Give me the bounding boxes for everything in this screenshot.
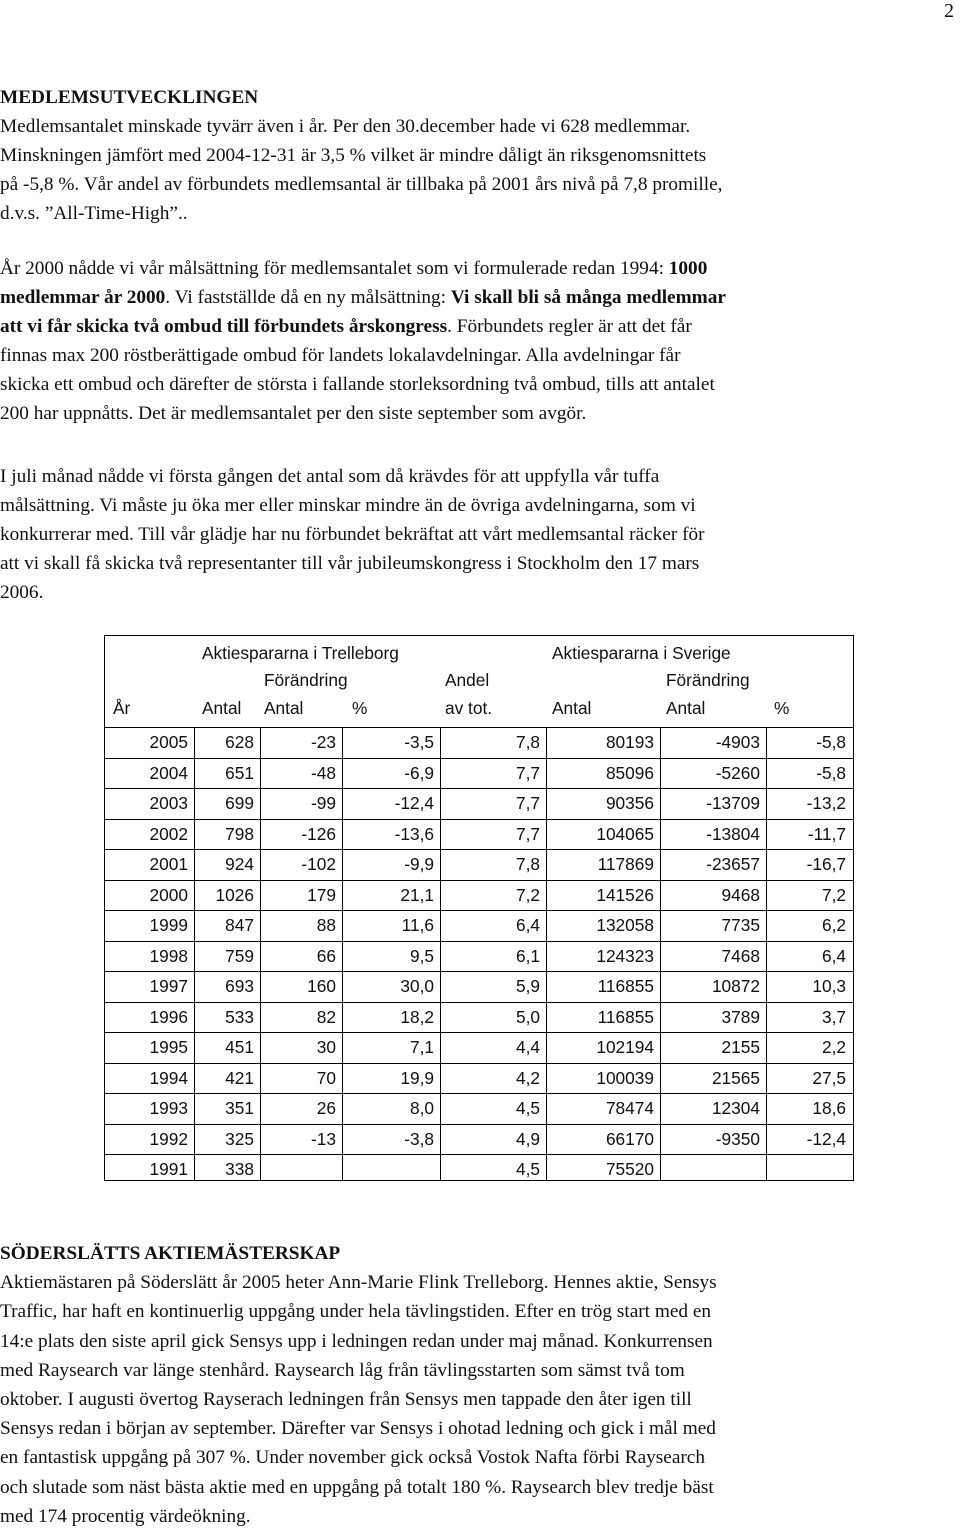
paragraph-line: 14:e plats den siste april gick Sensys upp i ledningen redan under maj månad. Konkurrensen (0, 1330, 713, 1352)
table-cell: 651 (225, 762, 254, 783)
page-number: 2 (944, 0, 954, 22)
table-cell: 4,5 (515, 1159, 540, 1179)
table-cell: 21,1 (400, 884, 434, 905)
paragraph-line (0, 312, 960, 341)
table-cell: 8,0 (409, 1098, 434, 1118)
paragraph-line: med Raysearch var länge stenhård. Raysearch låg från tävlingsstarten som sämst två tom (0, 1359, 685, 1381)
table-cell: 693 (225, 976, 254, 996)
table-cell: 4,4 (515, 1037, 540, 1057)
section-heading: MEDLEMSUTVECKLINGEN (0, 87, 259, 108)
bold-text: att vi får skicka två ombud till förbundets årskongress (0, 316, 448, 337)
table-cell: -48 (311, 762, 336, 783)
table-row (105, 1002, 853, 1033)
header-forandring: Förändring (666, 670, 750, 690)
table-cell: -13 (311, 1128, 336, 1149)
table-cell: 1026 (215, 884, 254, 905)
table-cell: 6,1 (515, 945, 540, 966)
table-row (105, 1032, 853, 1063)
table-cell: 7,2 (821, 884, 846, 905)
paragraph-line: en fantastisk uppgång på 307 %. Under november gick också Vostok Nafta förbi Raysearch (0, 1447, 706, 1469)
table-cell: 117869 (597, 854, 654, 874)
table-cell: -6,9 (404, 762, 434, 783)
table-cell: 7,7 (515, 793, 540, 813)
table-cell: 628 (225, 732, 254, 752)
table-cell: 78474 (605, 1098, 654, 1118)
table-cell: -23657 (706, 854, 760, 874)
table-cell: 5,0 (515, 1006, 540, 1027)
table-cell: 759 (225, 945, 254, 966)
table-cell: -4903 (715, 732, 760, 752)
table-cell: 104065 (596, 823, 654, 844)
paragraph-line: finnas max 200 röstberättigade ombud för landets lokalavdelningar. Alla avdelningar får (0, 345, 681, 366)
section-july (0, 462, 960, 607)
table-cell: 1995 (149, 1037, 188, 1057)
table-cell: 116855 (597, 1006, 654, 1027)
header-forandring: Förändring (264, 670, 348, 690)
table-row (105, 1124, 853, 1155)
table-cell: 9,5 (409, 945, 434, 966)
header-antal: Antal (552, 698, 592, 718)
table-cell: 18,2 (400, 1006, 434, 1027)
paragraph-line (0, 283, 960, 312)
table-cell: 7468 (721, 945, 760, 966)
paragraph-line: d.v.s. ”All-Time-High”.. (0, 203, 188, 224)
table-cell: 30 (316, 1037, 336, 1057)
table-cell: 5,9 (515, 976, 540, 996)
table-row (105, 910, 853, 941)
bold-text: Vi skall bli så många medlemmar (450, 287, 726, 308)
table-cell: 2005 (149, 732, 188, 752)
table-cell: 3789 (721, 1006, 760, 1027)
table-cell: 4,9 (515, 1128, 540, 1149)
section-heading: SÖDERSLÄTTS AKTIEMÄSTERSKAP (0, 1243, 341, 1264)
table-cell: 88 (316, 915, 336, 935)
table-row (105, 849, 853, 880)
bold-text: 1000 (668, 258, 708, 279)
table-cell: 7,7 (515, 823, 540, 844)
paragraph-line (0, 254, 960, 283)
table-cell: 179 (307, 884, 336, 905)
text-run: . Förbundets regler är att det får (447, 316, 692, 337)
table-row (105, 941, 853, 972)
table-cell: 102194 (596, 1037, 654, 1057)
header-andel: Andel (445, 670, 490, 690)
table-cell: 19,9 (400, 1067, 434, 1088)
table-cell: 7,2 (515, 884, 540, 905)
table-cell: 4,5 (515, 1098, 540, 1118)
table-cell: 2155 (721, 1037, 760, 1057)
table-cell: 70 (316, 1067, 336, 1088)
table-cell: 451 (225, 1037, 254, 1057)
header-year: År (113, 698, 131, 718)
table-row (105, 1154, 853, 1185)
paragraph-line: Traffic, har haft en kontinuerlig uppgång under hela tävlingstiden. Efter en trög start med en (0, 1301, 712, 1323)
table-cell: 6,2 (821, 915, 846, 935)
table-cell: -13,2 (806, 793, 846, 813)
table-cell: -3,8 (404, 1128, 434, 1149)
table-cell: -102 (301, 854, 336, 874)
table-cell: -16,7 (806, 854, 846, 874)
table-row (105, 819, 853, 850)
table-cell: -9350 (715, 1128, 760, 1149)
table-cell: 533 (225, 1006, 254, 1027)
table-cell: 66 (316, 945, 336, 966)
table-cell: -13804 (706, 823, 760, 844)
table-cell: -9,9 (404, 854, 434, 874)
table-row (105, 880, 853, 911)
table-cell: 1992 (149, 1128, 188, 1149)
paragraph-line: konkurrerar med. Till vår glädje har nu förbundet bekräftat att vårt medlemsantal räcker för (0, 524, 705, 545)
header-percent: % (774, 698, 790, 718)
text-run: År 2000 nådde vi vår målsättning för medlemsantalet som vi formulerade redan 1994: (0, 258, 669, 279)
header-antal: Antal (666, 698, 706, 718)
table-cell: 9468 (721, 884, 760, 905)
paragraph-line: och slutade som näst bästa aktie med en uppgång på totalt 180 %. Raysearch blev tredje bäst (0, 1476, 714, 1498)
table-cell: 325 (225, 1128, 254, 1149)
table-cell: 6,4 (821, 945, 846, 966)
paragraph-line: målsättning. Vi måste ju öka mer eller minskar mindre än de övriga avdelningarna, som vi (0, 495, 696, 516)
table-cell: 847 (225, 915, 254, 935)
table-cell: -13709 (706, 793, 760, 813)
table-cell: 124323 (596, 945, 654, 966)
table-cell: 30,0 (400, 976, 434, 996)
table-cell: 2001 (149, 854, 188, 874)
table-cell: 2000 (149, 884, 188, 905)
paragraph-line: 200 har uppnåtts. Det är medlemsantalet per den siste september som avgör. (0, 403, 587, 424)
table-cell: 7,8 (515, 732, 540, 752)
paragraph-line: att vi skall få skicka två representanter till vår jubileumskongress i Stockholm den 17 mars (0, 553, 700, 574)
table-cell: 1994 (149, 1067, 188, 1088)
table-cell: 699 (225, 793, 254, 813)
table-cell: 1993 (149, 1098, 188, 1118)
table-row (105, 758, 853, 789)
table-cell: 7,1 (409, 1037, 434, 1057)
table-cell: 27,5 (812, 1067, 846, 1088)
table-cell: 421 (225, 1067, 254, 1088)
table-row (105, 727, 853, 758)
paragraph-line: Minskningen jämfört med 2004-12-31 är 3,5 % vilket är mindre dåligt än riksgenomsnittets (0, 145, 707, 166)
table-cell: 66170 (605, 1128, 654, 1149)
table-cell: 132058 (596, 915, 654, 935)
table-cell: 100039 (596, 1067, 654, 1088)
table-cell: 10,3 (812, 976, 846, 996)
table-cell: 80193 (605, 732, 654, 752)
section-membership (0, 83, 960, 228)
paragraph-line: skicka ett ombud och därefter de största i fallande storleksordning två ombud, tills att antalet (0, 374, 715, 395)
table-cell: 26 (316, 1098, 336, 1118)
table-cell: 2004 (149, 762, 188, 783)
table-cell: 21565 (711, 1067, 760, 1088)
table-cell: 85096 (605, 762, 654, 783)
table-body (105, 636, 853, 1180)
table-row (105, 1093, 853, 1124)
bold-text: medlemmar år 2000 (0, 287, 166, 308)
table-cell: 1999 (149, 915, 188, 935)
table-cell: 1998 (149, 945, 188, 966)
header-group-trelleborg: Aktiespararna i Trelleborg (202, 643, 399, 663)
table-cell: 924 (225, 854, 254, 874)
table-cell: 7,7 (515, 762, 540, 783)
table-cell: 82 (316, 1006, 336, 1027)
section-championship (0, 1239, 960, 1531)
table-row (105, 1063, 853, 1094)
table-cell: -12,4 (394, 793, 434, 813)
paragraph-line: på -5,8 %. Vår andel av förbundets medlemsantal är tillbaka på 2001 års nivå på 7,8 promille, (0, 174, 723, 195)
table-cell: 7,8 (515, 854, 540, 874)
table-cell: 4,2 (515, 1067, 540, 1088)
paragraph-line: Medlemsantalet minskade tyvärr även i år. Per den 30.december hade vi 628 medlemmar. (0, 116, 691, 137)
table-cell: 18,6 (812, 1098, 846, 1118)
table-cell: 1996 (149, 1006, 188, 1027)
paragraph-line: oktober. I augusti övertog Rayserach ledningen från Sensys men tappade den åter igen till (0, 1389, 692, 1411)
table-cell: 160 (307, 976, 336, 996)
header-percent: % (352, 698, 368, 718)
text-run: . Vi fastställde då en ny målsättning: (165, 287, 451, 308)
table-cell: 7735 (721, 915, 760, 935)
table-cell: -5,8 (816, 732, 846, 752)
table-cell: 6,4 (515, 915, 540, 935)
table-row (105, 788, 853, 819)
table-cell: -5,8 (816, 762, 846, 783)
table-cell: 2002 (149, 823, 188, 844)
paragraph-line: Sensys redan i början av september. Därefter var Sensys i ohotad ledning och gick i mål med (0, 1418, 716, 1440)
table-row (105, 971, 853, 1002)
membership-table (104, 635, 854, 1181)
table-cell: 1997 (149, 976, 188, 996)
table-cell: 141526 (596, 884, 654, 905)
table-cell: 116855 (597, 976, 654, 996)
header-antal: Antal (264, 698, 304, 718)
paragraph-line: I juli månad nådde vi första gången det antal som då krävdes för att uppfylla vår tuffa (0, 466, 660, 487)
table-cell: 11,6 (401, 915, 434, 935)
table-cell: 90356 (605, 793, 654, 813)
table-cell: -11,7 (807, 823, 846, 844)
table-cell: -5260 (715, 762, 760, 783)
table-cell: -13,6 (394, 823, 434, 844)
paragraph-line: med 174 procentig värdeökning. (0, 1505, 251, 1527)
table-cell: -12,4 (806, 1128, 846, 1149)
table-cell: 1991 (149, 1159, 188, 1179)
table-cell: 351 (225, 1098, 254, 1118)
table-cell: 10872 (711, 976, 760, 996)
table-cell: 2003 (149, 793, 188, 813)
paragraph-line: Aktiemästaren på Söderslätt år 2005 heter Ann-Marie Flink Trelleborg. Hennes aktie, Sensys (0, 1272, 717, 1294)
table-cell: 3,7 (821, 1006, 846, 1027)
table-cell: -126 (301, 823, 336, 844)
section-goal (0, 254, 960, 428)
paragraph-line: 2006. (0, 582, 44, 603)
header-group-sverige: Aktiespararna i Sverige (552, 643, 731, 663)
table-cell: 12304 (711, 1098, 760, 1118)
header-antal: Antal (202, 698, 242, 718)
table-cell: -23 (311, 732, 336, 752)
table-cell: 2,2 (821, 1037, 846, 1057)
table-cell: 798 (225, 823, 254, 844)
table-cell: -99 (311, 793, 336, 813)
table-cell: -3,5 (404, 732, 434, 752)
table-cell: 338 (225, 1159, 254, 1179)
header-av-tot: av tot. (445, 698, 493, 718)
table-cell: 75520 (605, 1159, 654, 1179)
